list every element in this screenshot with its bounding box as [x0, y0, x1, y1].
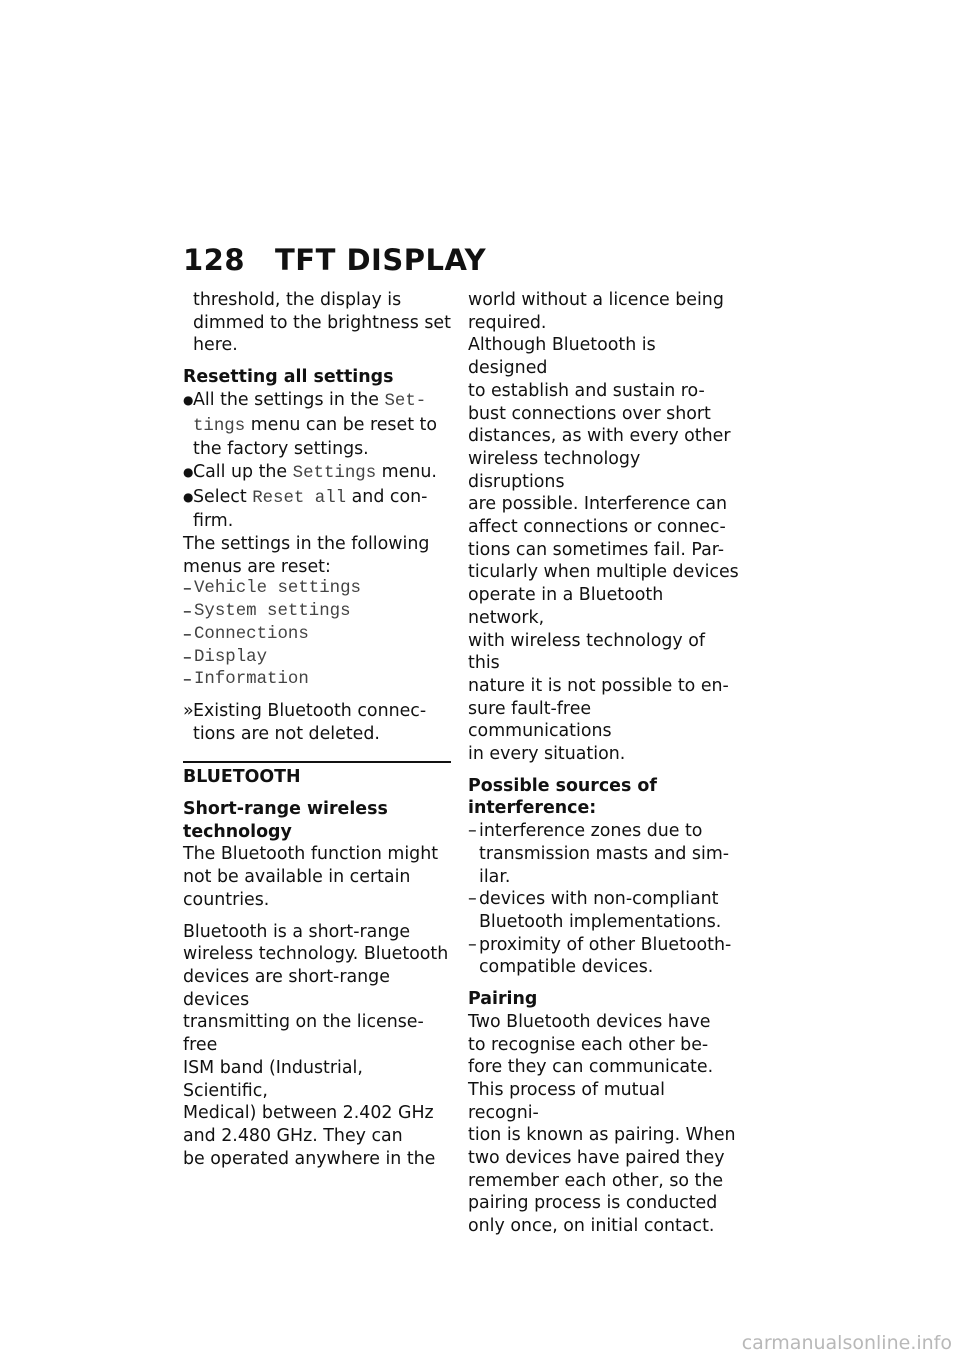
text-line: dimmed to the brightness set	[193, 312, 451, 333]
menu-item: – System settings	[183, 602, 351, 623]
text-line: Existing Bluetooth connec-	[193, 700, 427, 721]
list-item	[183, 461, 451, 486]
text-line: threshold, the display is	[193, 290, 402, 310]
page-title: TFT DISPLAY	[275, 243, 487, 277]
menu-item: – Display	[183, 647, 268, 668]
menu-item: – Vehicle settings	[183, 579, 361, 600]
left-column	[183, 289, 451, 1170]
paragraph: The Bluetooth function might not be available in certain countries.	[183, 844, 439, 910]
menu-item: – Information	[183, 670, 309, 691]
paragraph: Two Bluetooth devices have to recognise each other be- fore they can communicate. This process of mutual recogni- tion is known as pairing. When two devices have paired they remember each other, so the pairing process is conducted only once, on initial contact.	[468, 1011, 736, 1237]
text: Call up the	[193, 461, 293, 482]
subheading: Possible sources of interference:	[468, 775, 657, 819]
text-line: The settings in the following	[183, 534, 430, 555]
page-number: 128	[183, 243, 246, 277]
text: menu.	[376, 461, 437, 482]
subheading: Short-range wireless	[183, 799, 388, 820]
text: All the settings in the	[193, 389, 385, 410]
page-header	[183, 243, 486, 277]
section-divider	[183, 761, 451, 763]
text: and con-	[346, 486, 428, 507]
list-item: – devices with non-compliant Bluetooth implementations.	[468, 889, 722, 932]
note	[183, 700, 451, 745]
subheading: Pairing	[468, 989, 538, 1010]
code-text: Set-	[384, 391, 427, 411]
list-item: – interference zones due to transmission masts and sim- ilar.	[468, 821, 730, 887]
list-item	[183, 389, 451, 461]
watermark: carmanualsonline.info	[741, 1332, 952, 1354]
section-title: BLUETOOTH	[183, 767, 301, 788]
list-item	[183, 486, 451, 533]
subheading: technology	[183, 821, 292, 842]
text-line: the factory settings.	[193, 439, 369, 460]
bullet-icon: ●	[183, 489, 194, 504]
paragraph: world without a licence being required. Although Bluetooth is designed to establish and sustain ro- bust connections over short distances, as with every other wireless technology disruptions are possible. Interference can affect connections or connec- tions can sometimes fail. Par- ticularly when multiple devices operate in a Bluetooth network, with wireless technology of this nature it is not possible to en- sure fault-free communications in every situation.	[468, 290, 739, 765]
continued-text	[183, 289, 451, 357]
note-marker-icon: »	[183, 700, 194, 721]
right-column	[468, 289, 740, 1238]
bullet-icon: ●	[183, 392, 194, 407]
text-line: firm.	[193, 511, 234, 532]
list-item: – proximity of other Bluetooth- compatible devices.	[468, 934, 732, 978]
bullet-icon: ●	[183, 464, 194, 479]
text: Select	[193, 486, 253, 507]
text-line: tions are not deleted.	[193, 723, 380, 744]
code-text: tings	[193, 416, 246, 436]
menu-item: – Connections	[183, 624, 309, 645]
text: menu can be reset to	[245, 414, 437, 435]
text-line: here.	[193, 335, 238, 356]
text-line: menus are reset:	[183, 556, 331, 577]
reset-heading: Resetting all settings	[183, 367, 394, 388]
paragraph: Bluetooth is a short-range wireless technology. Bluetooth devices are short-range devices transmitting on the license-free ISM band (Industrial, Scientific, Medical) between 2.402 GHz and 2.480 GHz. They can be operated anywhere in the	[183, 921, 449, 1169]
code-text: Reset all	[252, 488, 347, 508]
code-text: Settings	[292, 463, 377, 483]
